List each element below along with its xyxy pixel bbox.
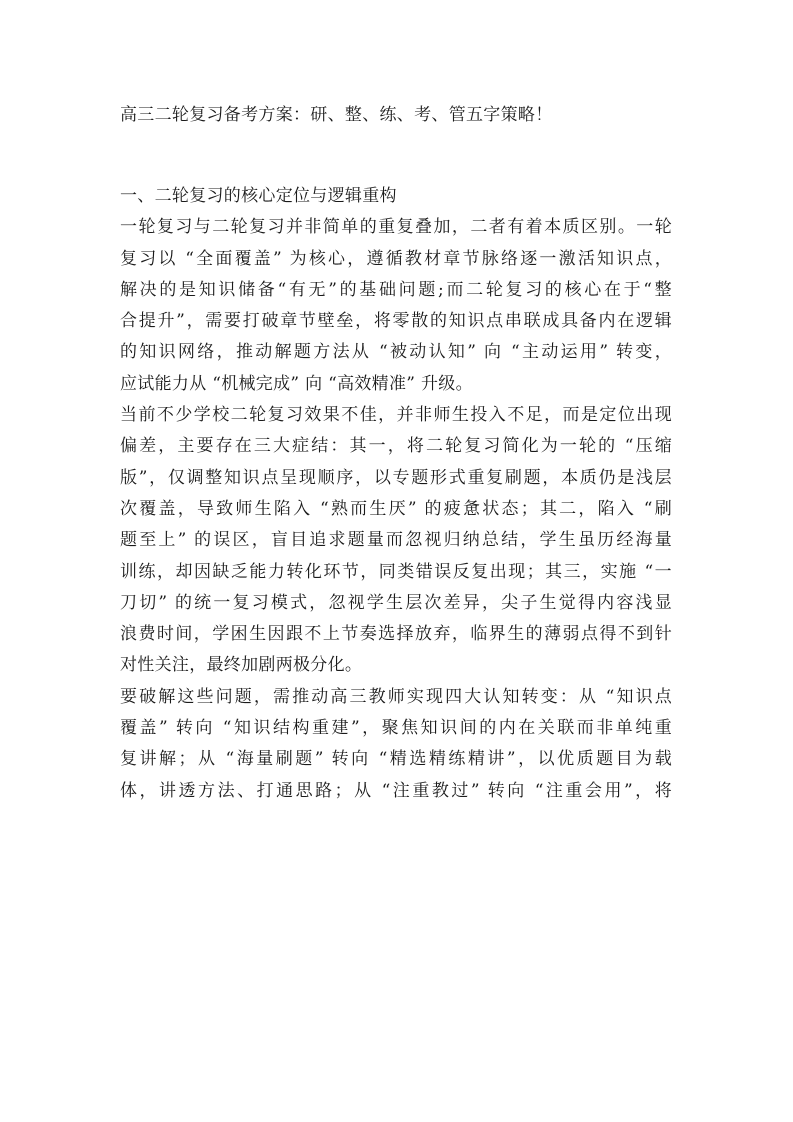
text-line: 体，讲透方法、打通思路；从 “注重教过” 转向 “注重会用”，将 — [120, 780, 672, 801]
document-page — [120, 100, 672, 807]
text-line: 复讲解；从 “海量刷题” 转向 “精选精练精讲”，以优质题目为载 — [120, 749, 672, 770]
text-line: 浪费时间，学困生因跟不上节奏选择放弃，临界生的薄弱点得不到针 — [120, 624, 672, 645]
text-line: 合提升”，需要打破章节壁垒，将零散的知识点串联成具备内在逻辑 — [120, 311, 672, 332]
text-line: 复习以 “全面覆盖” 为核心，遵循教材章节脉络逐一激活知识点， — [120, 248, 672, 269]
text-line: 当前不少学校二轮复习效果不佳，并非师生投入不足，而是定位出现 — [120, 405, 672, 426]
text-line: 次覆盖，导致师生陷入 “熟而生厌” 的疲惫状态；其二，陷入 “刷 — [120, 498, 672, 519]
text-line: 的知识网络，推动解题方法从 “被动认知” 向 “主动运用” 转变， — [120, 342, 672, 363]
paragraph-3 — [120, 682, 672, 807]
paragraph-1 — [120, 212, 672, 400]
text-line: 一轮复习与二轮复习并非简单的重复叠加，二者有着本质区别。一轮 — [120, 217, 672, 238]
text-line: 题至上” 的误区，盲目追求题量而忽视归纳总结，学生虽历经海量 — [120, 530, 672, 551]
paragraph-2 — [120, 400, 672, 682]
text-line: 解决的是知识储备“有无”的基础问题;而二轮复习的核心在于“整 — [120, 279, 672, 300]
text-line: 偏差，主要存在三大症结：其一，将二轮复习简化为一轮的 “压缩 — [120, 436, 672, 457]
text-line: 应试能力从 “机械完成” 向 “高效精准” 升级。 — [120, 373, 473, 394]
text-line: 刀切” 的统一复习模式，忽视学生层次差异，尖子生觉得内容浅显 — [120, 592, 672, 613]
text-line: 要破解这些问题，需推动高三教师实现四大认知转变：从 “知识点 — [120, 686, 672, 707]
text-line: 覆盖” 转向 “知识结构重建”，聚焦知识间的内在关联而非单纯重 — [120, 718, 672, 739]
section-heading: 一、二轮复习的核心定位与逻辑重构 — [120, 186, 397, 206]
text-line: 对性关注，最终加剧两极分化。 — [120, 655, 363, 676]
text-line: 训练，却因缺乏能力转化环节，同类错误反复出现；其三，实施 “一 — [120, 561, 672, 582]
document-title: 高三二轮复习备考方案：研、整、练、考、管五字策略！ — [120, 105, 553, 125]
text-line: 版”，仅调整知识点呈现顺序，以专题形式重复刷题，本质仍是浅层 — [120, 467, 672, 488]
